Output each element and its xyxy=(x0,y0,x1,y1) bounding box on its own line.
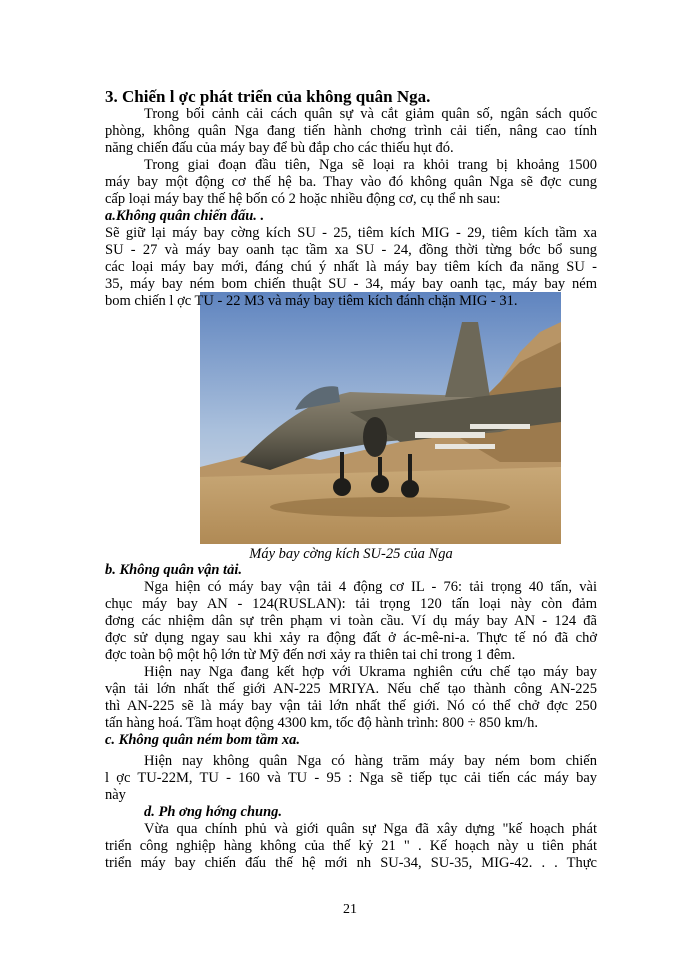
paragraph-line: thì AN-225 sẽ là máy bay vận tải lớn nhất thế giới. Nó có thể chở đợc 250 xyxy=(105,698,597,714)
paragraph-line: Sẽ giữ lại máy bay cờng kích SU - 25, tiêm kích MIG - 29, tiêm kích tầm xa xyxy=(105,225,597,241)
paragraph-line: các loại máy bay mới, đáng chú ý nhất là máy bay tiêm kích đa năng SU - xyxy=(105,259,597,275)
page-number: 21 xyxy=(343,902,357,917)
paragraph-line: Nga hiện có máy bay vận tải 4 động cơ IL - 76: tải trọng 40 tấn, vài xyxy=(144,579,597,595)
subsection-title-d: d. Ph ơng hớng chung. xyxy=(144,804,283,820)
paragraph-line: này xyxy=(105,787,126,803)
paragraph-line: máy bay một động cơ thế hệ ba. Thay vào đó không quân Nga sẽ đợc cung xyxy=(105,174,597,190)
subsection-title-c: c. Không quân ném bom tầm xa. xyxy=(105,732,300,748)
section-heading: 3. Chiến l ợc phát triển của không quân Nga. xyxy=(105,87,431,106)
paragraph-line: đợc toàn bộ một hộ lớn từ Mỹ đến nơi xảy ra thiên tai chỉ trong 1 đêm. xyxy=(105,647,516,663)
paragraph-line: đợc sử dụng ngay sau khi xảy ra động đất ở ác-mê-ni-a. Thực tế nó đã chở xyxy=(105,630,597,646)
paragraph-line: Hiện nay không quân Nga có hàng trăm máy bay ném bom chiến xyxy=(144,753,597,769)
paragraph-line: triển máy bay chiến đấu thế hệ mới nh SU-34, SU-35, MIG-42. . . Thực xyxy=(105,855,597,871)
paragraph-line: Trong giai đoạn đầu tiên, Nga sẽ loại ra khỏi trang bị khoảng 1500 xyxy=(144,157,597,173)
paragraph-line: chục máy bay AN - 124(RUSLAN): tải trọng 120 tấn loại này còn đảm xyxy=(105,596,597,612)
paragraph-line: phòng, không quân Nga đang tiến hành chơng trình cải tiến, nâng cao tính xyxy=(105,123,597,139)
paragraph-line: Hiện nay Nga đang kết hợp với Ukrama nghiên cứu chế tạo máy bay xyxy=(144,664,597,680)
paragraph-line: Vừa qua chính phủ và giới quân sự Nga đã xây dựng "kế hoạch phát xyxy=(144,821,597,837)
subsection-title-a: a.Không quân chiến đấu. . xyxy=(105,208,265,224)
image-caption: Máy bay cờng kích SU-25 của Nga xyxy=(249,546,453,562)
paragraph-line: đơng các nhiệm dân sự trên phạm vi toàn cầu. Ví dụ máy bay AN - 124 đã xyxy=(105,613,597,629)
paragraph-line: bom chiến l ợc TU - 22 M3 và máy bay tiêm kích đánh chặn MIG - 31. xyxy=(105,293,518,309)
subsection-title-b: b. Không quân vận tải. xyxy=(105,562,242,578)
aircraft-photo xyxy=(200,292,561,544)
paragraph-line: cấp loại máy bay thế hệ bốn có 2 hoặc nhiều động cơ, cụ thể nh sau: xyxy=(105,191,501,207)
paragraph-line: SU - 27 và máy bay oanh tạc tầm xa SU - 24, đồng thời từng bớc bổ sung xyxy=(105,242,597,258)
paragraph-line: năng chiến đấu của máy bay để bù đắp cho các thiếu hụt đó. xyxy=(105,140,454,156)
paragraph-line: l ợc TU-22M, TU - 160 và TU - 95 : Nga sẽ tiếp tục cải tiến các máy bay xyxy=(105,770,597,786)
paragraph-line: 35, máy bay ném bom chiến thuật SU - 34, máy bay oanh tạc, máy bay ném xyxy=(105,276,597,292)
paragraph-line: triển công nghiệp hàng không của thế kỷ 21 " . Kế hoạch này u tiên phát xyxy=(105,838,597,854)
paragraph-line: vận tải lớn nhất thế giới AN-225 MRIYA. Nếu chế tạo thành công AN-225 xyxy=(105,681,597,697)
paragraph-line: Trong bối cảnh cải cách quân sự và cắt giảm quân số, ngân sách quốc xyxy=(144,106,597,122)
paragraph-line: tấn hàng hoá. Tầm hoạt động 4300 km, tốc độ hành trình: 800 ÷ 850 km/h. xyxy=(105,715,538,731)
